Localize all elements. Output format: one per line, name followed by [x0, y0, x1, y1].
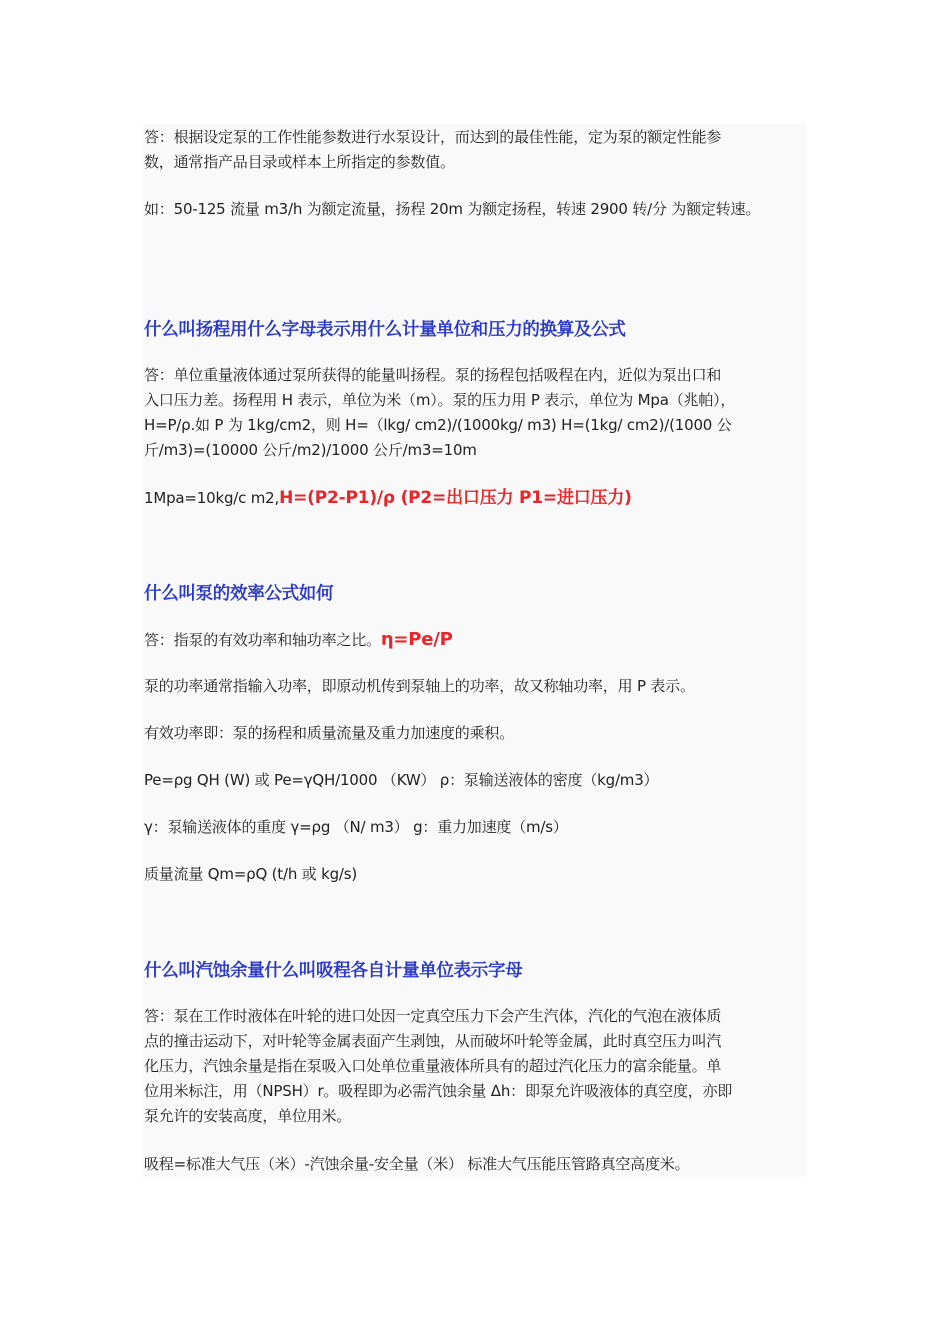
answer-npsh-line4: 位用米标注，用（NPSH）r。吸程即为必需汽蚀余量 Δh：即泵允许吸液体的真空度，亦即	[144, 1082, 733, 1100]
heading-efficiency: 什么叫泵的效率公式如何	[144, 584, 334, 604]
mass-flow-text: 质量流量 Qm=ρQ (t/h 或 kg/s)	[144, 865, 358, 883]
head-formula: H=(P2-P1)/ρ (P2=出口压力 P1=进口压力)	[279, 488, 632, 508]
pe-formula-text: Pe=ρg QH (W) 或 Pe=γQH/1000 （KW） ρ：泵输送液体的密度（kg/m3）	[144, 771, 659, 789]
efficiency-answer-text: 答：指泵的有效功率和轴功率之比。	[144, 631, 381, 649]
rated-example-text: 如：50-125 流量 m3/h 为额定流量，扬程 20m 为额定扬程，转速 2900 转/分 为额定转速。	[144, 200, 761, 218]
efficiency-answer-line	[144, 627, 453, 653]
answer-rated-performance-line2: 数，通常指产品目录或样本上所指定的参数值。	[144, 153, 455, 171]
suction-formula-text: 吸程=标准大气压（米）-汽蚀余量-安全量（米） 标准大气压能压管路真空高度米。	[144, 1155, 690, 1173]
unit-conversion-text: 1Mpa=10kg/c m2,	[144, 489, 280, 507]
heading-npsh: 什么叫汽蚀余量什么叫吸程各自计量单位表示字母	[144, 961, 523, 981]
answer-head-line2: 入口压力差。扬程用 H 表示，单位为米（m）。泵的压力用 P 表示，单位为 Mpa（兆帕），	[144, 391, 736, 409]
shaft-power-text: 泵的功率通常指输入功率，即原动机传到泵轴上的功率，故又称轴功率，用 P 表示。	[144, 677, 695, 695]
answer-head-line1: 答：单位重量液体通过泵所获得的能量叫扬程。泵的扬程包括吸程在内，近似为泵出口和	[144, 366, 722, 384]
head-formula-line	[144, 486, 632, 511]
answer-head-line4: 斤/m3)=(10000 公斤/m2)/1000 公斤/m3=10m	[144, 441, 477, 459]
gamma-definition-text: γ：泵输送液体的重度 γ=ρg （N/ m3） g：重力加速度（m/s）	[144, 818, 568, 836]
effective-power-text: 有效功率即：泵的扬程和质量流量及重力加速度的乘积。	[144, 724, 515, 742]
efficiency-formula: η=Pe/P	[380, 629, 453, 650]
answer-npsh-line2: 点的撞击运动下，对叶轮等金属表面产生剥蚀，从而破坏叶轮等金属，此时真空压力叫汽	[144, 1032, 722, 1050]
answer-head-line3: H=P/ρ.如 P 为 1kg/cm2，则 H=（lkg/ cm2)/(1000kg/ m3) H=(1kg/ cm2)/(1000 公	[144, 416, 732, 434]
answer-npsh-line1: 答：泵在工作时液体在叶轮的进口处因一定真空压力下会产生汽体，汽化的气泡在液体质	[144, 1007, 722, 1025]
answer-npsh-line3: 化压力，汽蚀余量是指在泵吸入口处单位重量液体所具有的超过汽化压力的富余能量。单	[144, 1057, 722, 1075]
heading-head-definition: 什么叫扬程用什么字母表示用什么计量单位和压力的换算及公式	[144, 320, 626, 340]
answer-npsh-line5: 泵允许的安装高度，单位用米。	[144, 1107, 352, 1125]
answer-rated-performance-line1: 答：根据设定泵的工作性能参数进行水泵设计，而达到的最佳性能，定为泵的额定性能参	[144, 128, 722, 146]
